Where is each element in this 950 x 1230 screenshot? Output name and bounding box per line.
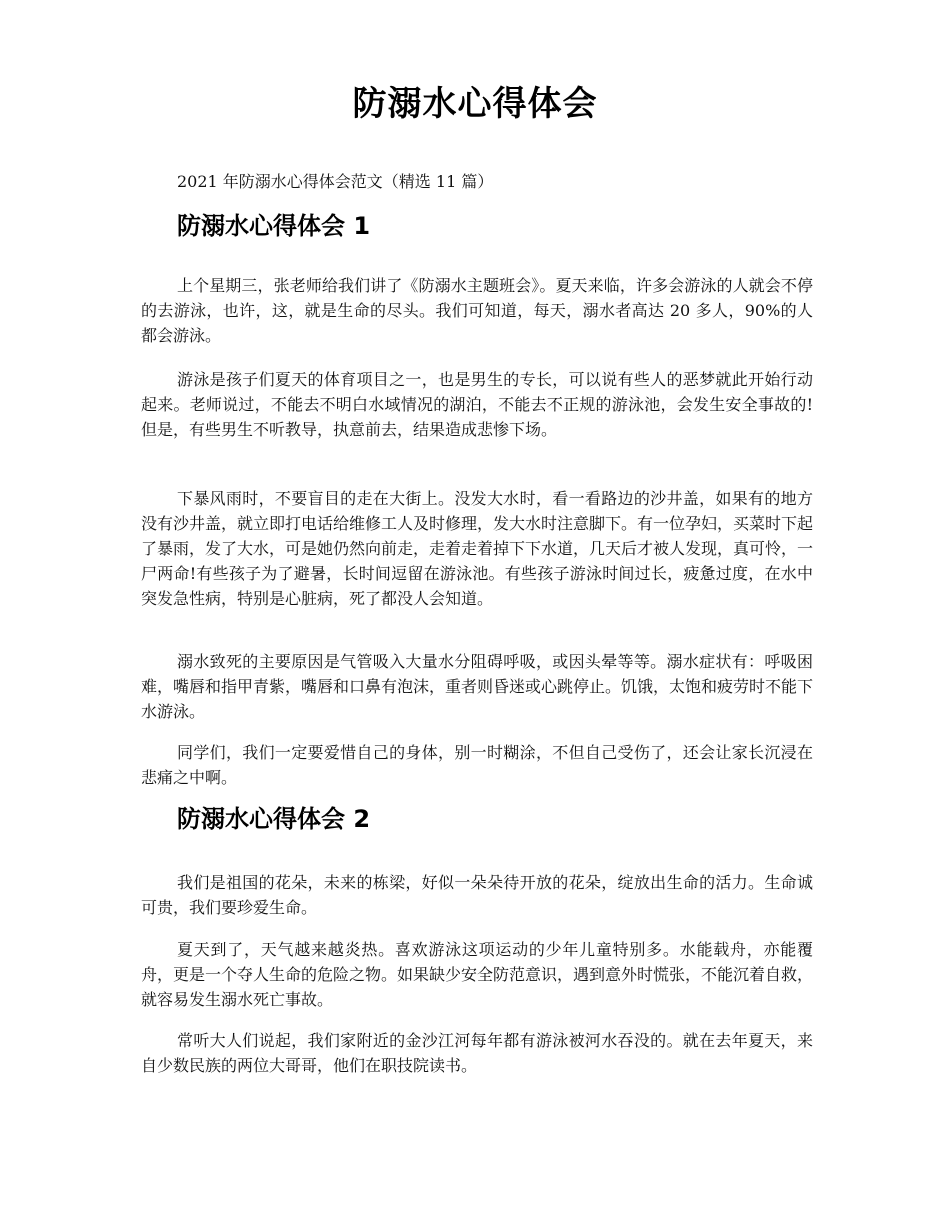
- document-subtitle: 2021 年防溺水心得体会范文（精选 11 篇）: [177, 172, 494, 191]
- paragraph: 溺水致死的主要原因是气管吸入大量水分阻碍呼吸，或因头晕等等。溺水症状有：呼吸困难，嘴唇和指甲青紫，嘴唇和口鼻有泡沫，重者则昏迷或心跳停止。饥饿，太饱和疲劳时不能下水游泳。: [141, 652, 814, 721]
- paragraph: 下暴风雨时，不要盲目的走在大街上。没发大水时，看一看路边的沙井盖，如果有的地方没有沙井盖，就立即打电话给维修工人及时修理，发大水时注意脚下。有一位孕妇，买菜时下起了暴雨，发了大水，可是她仍然向前走，走着走着掉下下水道，几天后才被人发现，真可怜，一尸两命!有些孩子为了避暑，长时间逗留在游泳池。有些孩子游泳时间过长，疲惫过度，在水中突发急性病，特别是心脏病，死了都没人会知道。: [141, 489, 814, 608]
- paragraph: 上个星期三，张老师给我们讲了《防溺水主题班会》。夏天来临，许多会游泳的人就会不停的去游泳，也许，这，就是生命的尽头。我们可知道，每天，溺水者高达 20 多人，90%的人都会游泳。: [141, 276, 813, 345]
- paragraph: 同学们，我们一定要爱惜自己的身体，别一时糊涂，不但自己受伤了，还会让家长沉浸在悲痛之中啊。: [141, 743, 813, 787]
- document-title: 防溺水心得体会: [352, 84, 598, 124]
- paragraph: 夏天到了，天气越来越炎热。喜欢游泳这项运动的少年儿童特别多。水能载舟，亦能覆舟，更是一个夺人生命的危险之物。如果缺少安全防范意识，遇到意外时慌张，不能沉着自救，就容易发生溺水死亡事故。: [141, 940, 814, 1009]
- paragraph: 常听大人们说起，我们家附近的金沙江河每年都有游泳被河水吞没的。就在去年夏天，来自少数民族的两位大哥哥，他们在职技院读书。: [141, 1031, 813, 1075]
- paragraph: 我们是祖国的花朵，未来的栋梁，好似一朵朵待开放的花朵，绽放出生命的活力。生命诚可贵，我们要珍爱生命。: [141, 873, 813, 917]
- paragraph: 游泳是孩子们夏天的体育项目之一，也是男生的专长，可以说有些人的恶梦就此开始行动起来。老师说过，不能去不明白水域情况的湖泊，不能去不正规的游泳池，会发生安全事故的!但是，有些男生不听教导，执意前去，结果造成悲惨下场。: [141, 370, 813, 439]
- section-heading-2: 防溺水心得体会 2: [177, 805, 371, 833]
- section-heading-1: 防溺水心得体会 1: [177, 212, 371, 240]
